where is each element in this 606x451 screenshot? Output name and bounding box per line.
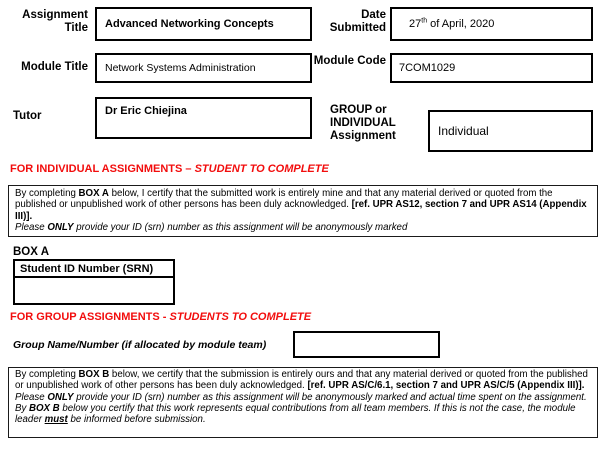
cert-b-run-bold: [ref. UPR AS/C/6.1, section 7 and UPR AS/C/5 (Appendix III)]. bbox=[307, 380, 585, 392]
cert-b-run: By completing bbox=[15, 369, 79, 380]
date-submitted-value bbox=[392, 18, 494, 30]
cert-a-run-italic: Please bbox=[15, 221, 48, 233]
srn-input-cell[interactable] bbox=[15, 278, 173, 303]
cert-b-run-italic: be informed before submission. bbox=[67, 414, 206, 426]
assignment-title-value: Advanced Networking Concepts bbox=[105, 18, 274, 30]
cert-a-run: By completing bbox=[15, 188, 79, 199]
date-rest: of April, 2020 bbox=[427, 18, 495, 30]
cert-b-run-bold-italic: ONLY bbox=[47, 391, 74, 403]
group-assignments-heading bbox=[10, 311, 311, 323]
tutor-field[interactable] bbox=[95, 97, 312, 139]
cert-b-run-italic: provide your ID (srn) number as this assignment will be anonymously marked and actual time spent on the assignment. By bbox=[15, 391, 587, 414]
box-a-label: BOX A bbox=[13, 246, 49, 258]
group-heading-italic: STUDENTS TO COMPLETE bbox=[169, 311, 312, 323]
individual-assignments-heading bbox=[10, 163, 329, 175]
assignment-title-field[interactable] bbox=[95, 7, 312, 41]
individual-heading-italic: STUDENT TO COMPLETE bbox=[194, 163, 329, 175]
group-or-individual-value: Individual bbox=[438, 124, 489, 138]
assignment-title-label: Assignment Title bbox=[22, 9, 88, 34]
module-title-label: Module Title bbox=[21, 61, 88, 73]
individual-certification-box bbox=[8, 185, 598, 237]
cert-b-run-italic: below you certify that this work represents equal contributions from all team members. If this is not the case, the module leader bbox=[15, 402, 576, 426]
group-certification-box bbox=[8, 367, 598, 438]
module-code-field[interactable] bbox=[390, 53, 593, 83]
cert-b-run-bold-italic: BOX B bbox=[29, 402, 60, 414]
group-name-label: Group Name/Number (if allocated by module team) bbox=[13, 339, 267, 351]
tutor-label: Tutor bbox=[13, 110, 42, 122]
cert-b-run-bold-italic-underline: must bbox=[44, 414, 68, 426]
individual-heading-text: FOR INDIVIDUAL ASSIGNMENTS – bbox=[10, 163, 195, 175]
date-ordinal: th bbox=[421, 17, 428, 25]
group-name-field[interactable] bbox=[293, 331, 440, 358]
module-code-value: 7COM1029 bbox=[399, 62, 456, 74]
module-code-label: Module Code bbox=[313, 55, 386, 67]
cert-a-run-bold: [ref. UPR AS12, section 7 and UPR AS14 (Appendix III)]. bbox=[15, 199, 587, 222]
date-day: 27 bbox=[409, 18, 422, 30]
cert-b-run: below, we certify that the submission is entirely ours and that any material derived or quoted from the published or unpublished work of other persons has been duly acknowledged. bbox=[15, 369, 588, 392]
module-title-value: Network Systems Administration bbox=[105, 62, 256, 74]
cert-a-run-bold-italic: ONLY bbox=[47, 221, 74, 233]
cert-a-run-bold: BOX A bbox=[78, 188, 109, 199]
group-or-individual-label: GROUP or INDIVIDUAL Assignment bbox=[330, 104, 396, 142]
module-title-field[interactable] bbox=[95, 53, 312, 83]
cert-b-run-bold: BOX B bbox=[78, 369, 110, 380]
cert-b-run-italic: Please bbox=[15, 391, 48, 403]
date-submitted-label: Date Submitted bbox=[329, 9, 386, 34]
srn-table bbox=[13, 259, 175, 305]
srn-table-header: Student ID Number (SRN) bbox=[15, 261, 173, 278]
group-heading-text: FOR GROUP ASSIGNMENTS - bbox=[10, 311, 170, 323]
cert-a-run-italic: provide your ID (srn) number as this assignment will be anonymously marked bbox=[73, 221, 408, 233]
cert-a-run: below, I certify that the submitted work is entirely mine and that any material derived or quoted from the published or unpublished work of other persons has been duly acknowledged. bbox=[15, 188, 553, 211]
date-submitted-field[interactable] bbox=[390, 7, 593, 41]
tutor-value: Dr Eric Chiejina bbox=[105, 105, 187, 117]
group-or-individual-field[interactable] bbox=[428, 110, 593, 152]
